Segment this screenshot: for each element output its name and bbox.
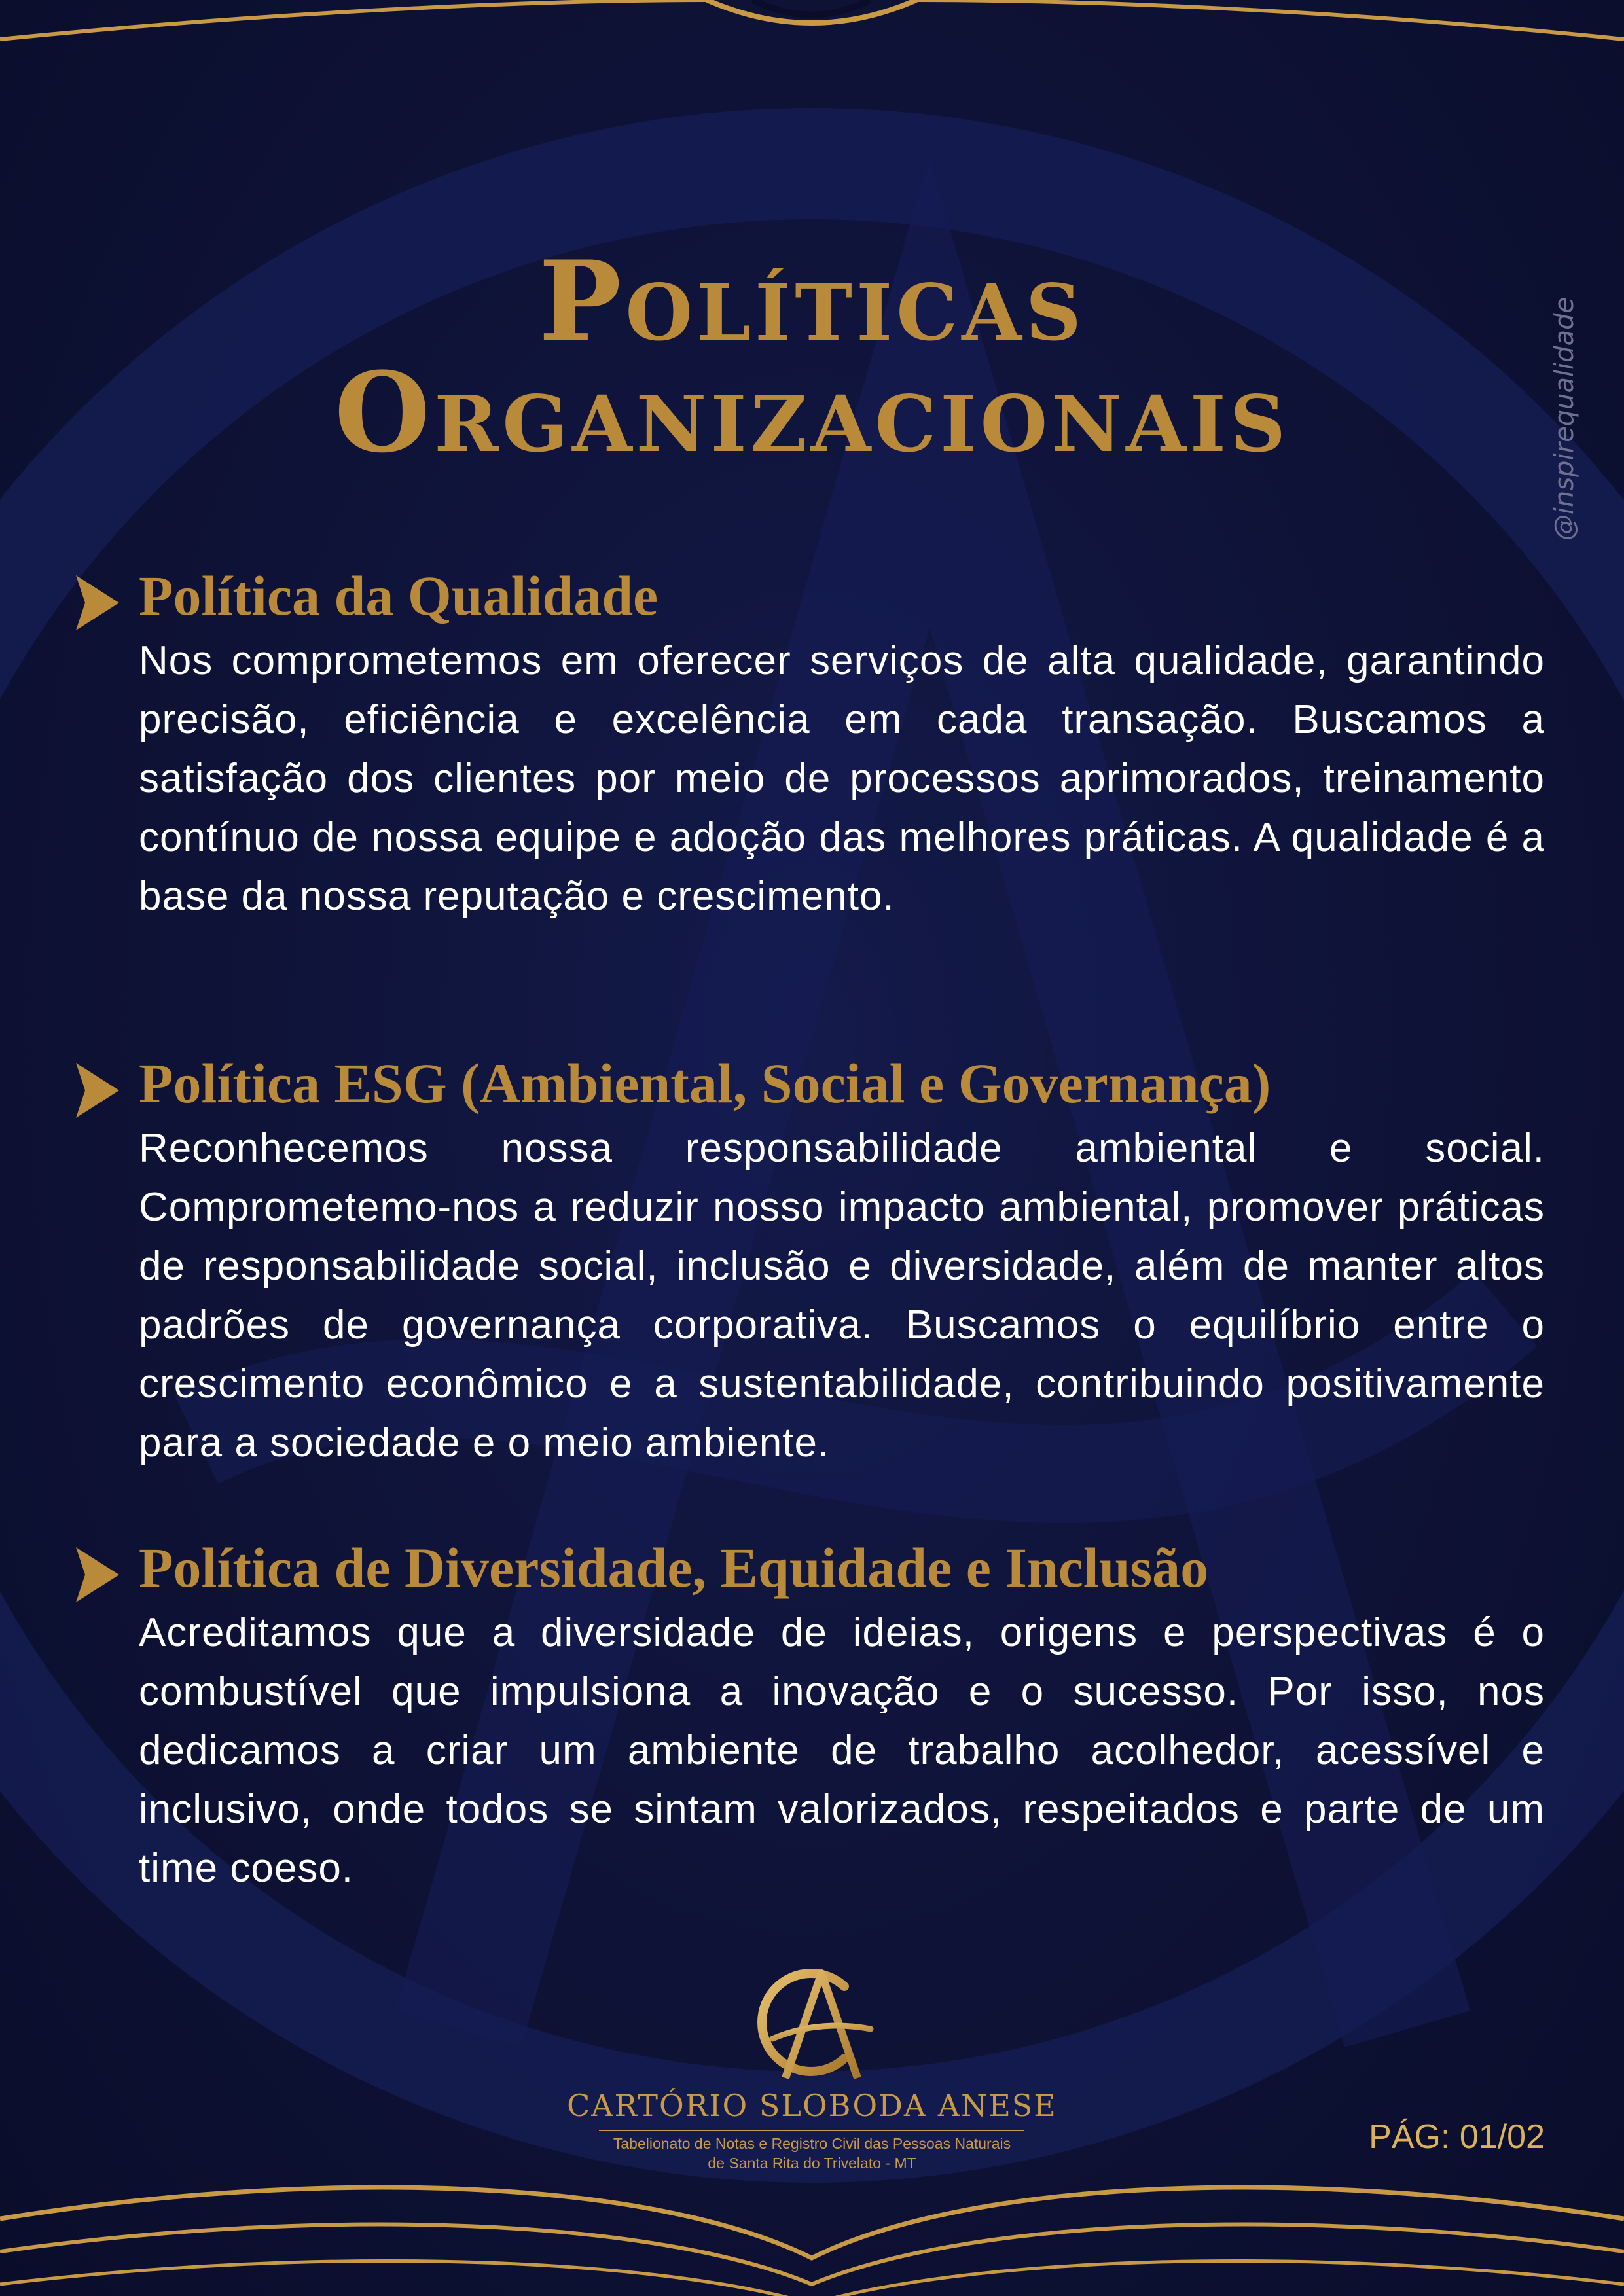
section-diversity-policy <box>72 1532 1545 1898</box>
section-title: Política ESG (Ambiental, Social e Governança) <box>139 1052 1271 1115</box>
page-title-line-1: Políticas <box>539 236 1085 366</box>
section-header <box>72 560 1545 632</box>
section-title: Política de Diversidade, Equidade e Inclusão <box>139 1536 1209 1599</box>
section-header <box>72 1532 1545 1604</box>
top-border-decoration <box>0 0 1624 59</box>
arrow-right-icon <box>76 575 119 630</box>
section-body: Nos comprometemos em oferecer serviços de alta qualidade, garantindo precisão, eficiência e excelência em cada transação. Buscamos a satisfação dos clientes por meio de processos aprimorados, treinamento contínuo de nossa equipe e adoção das melhores práticas. A qualidade é a base da nossa reputação e crescimento. <box>139 638 1545 919</box>
section-body: Acreditamos que a diversidade de ideias, origens e perspectivas é o combustível que impulsiona a inovação e o sucesso. Por isso, nos dedicamos a criar um ambiente de trabalho acolhedor, acessível e inclusivo, onde todos se sintam valorizados, respeitados e parte de um time coeso. <box>139 1610 1545 1891</box>
arrow-right-icon <box>76 1547 119 1602</box>
logo-company-name: CARTÓRIO SLOBODA ANESE <box>567 2088 1057 2123</box>
logo-divider <box>599 2130 1024 2131</box>
monogram-logo-icon <box>746 1957 877 2088</box>
arrow-right-icon <box>76 1063 119 1118</box>
social-handle-text: @inspirequalidade <box>1549 296 1579 541</box>
page-number: PÁG: 01/02 <box>1369 2118 1545 2156</box>
section-title: Política da Qualidade <box>139 564 659 627</box>
section-esg-policy <box>72 1047 1545 1473</box>
page-title <box>0 236 1624 477</box>
bottom-border-decoration <box>0 2153 1624 2296</box>
section-body: Reconhecemos nossa responsabilidade ambiental e social. Comprometemo-nos a reduzir nosso impacto ambiental, promover práticas de responsabilidade social, inclusão e diversidade, além de manter altos padrões de governança corporativa. Buscamos o equilíbrio entre o crescimento econômico e a sustentabilidade, contribuindo positivamente para a sociedade e o meio ambiente. <box>139 1126 1545 1465</box>
page-title-line-2: Organizacionais <box>334 348 1290 477</box>
logo-subtitle-line-2: de Santa Rita do Trivelato - MT <box>708 2155 916 2172</box>
section-header <box>72 1047 1545 1119</box>
logo-subtitle-line-1: Tabelionato de Notas e Registro Civil das Pessoas Naturais <box>613 2135 1011 2152</box>
section-quality-policy <box>72 560 1545 926</box>
